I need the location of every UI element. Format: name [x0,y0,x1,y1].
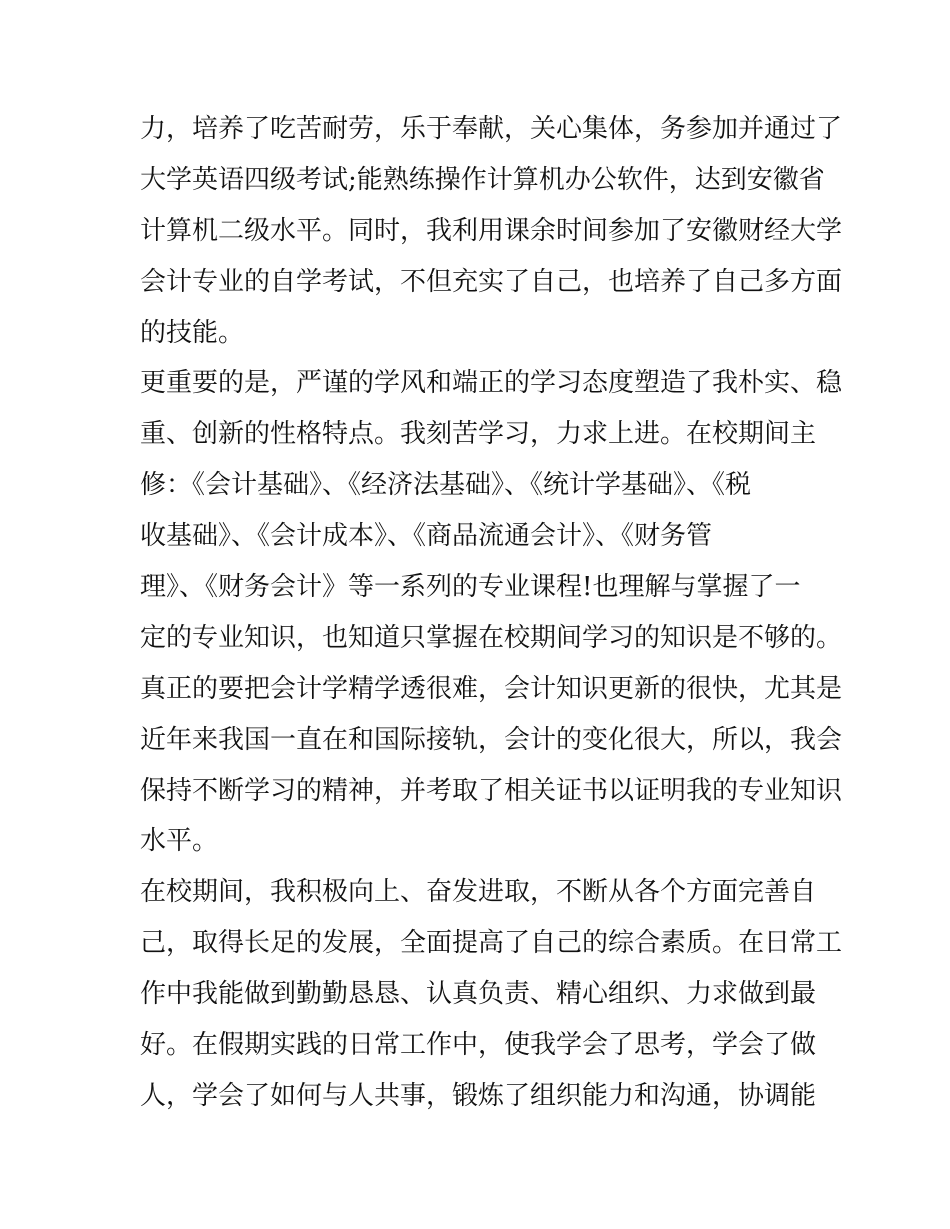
text-line-18: 作中我能做到勤勤恳恳、认真负责、精心组织、力求做到最 [140,979,817,1010]
text-line-10: 理》、《财务会计》等一系列的专业课程!也理解与掌握了一 [140,572,801,603]
text-line-2: 大学英语四级考试;能熟练操作计算机办公软件，达到安徽省 [140,164,825,195]
text-line-6: 更重要的是，严谨的学风和端正的学习态度塑造了我朴实、稳 [140,368,843,399]
text-line-14: 保持不断学习的精神，并考取了相关证书以证明我的专业知识 [140,775,843,806]
text-line-20: 人，学会了如何与人共事，锻炼了组织能力和沟通，协调能 [140,1080,817,1111]
text-line-1: 力，培养了吃苦耐劳，乐于奉献，关心集体，务参加并通过了 [140,114,843,144]
text-line-9: 收基础》、《会计成本》、《商品流通会计》、《财务管 [140,521,713,552]
text-line-12: 真正的要把会计学精学透很难，会计知识更新的很快，尤其是 [140,673,843,704]
text-line-16: 在校期间，我积极向上、奋发进取，不断从各个方面完善自 [140,877,817,908]
text-line-8: 修：《会计基础》、《经济法基础》、《统计学基础》、《税 [140,470,752,501]
text-line-5: 的技能。 [140,317,245,348]
text-line-19: 好。在假期实践的日常工作中，使我学会了思考，学会了做 [140,1030,817,1061]
text-line-13: 近年来我国一直在和国际接轨，会计的变化很大，所以，我会 [140,724,843,755]
text-line-7: 重、创新的性格特点。我刻苦学习，力求上进。在校期间主 [140,419,817,450]
text-line-11: 定的专业知识，也知道只掌握在校期间学习的知识是不够的。 [140,622,843,653]
text-line-17: 己，取得长足的发展，全面提高了自己的综合素质。在日常工 [140,928,843,959]
text-line-3: 计算机二级水平。同时，我利用课余时间参加了安徽财经大学 [140,215,843,246]
text-line-15: 水平。 [140,826,219,857]
body-text [140,104,843,1122]
text-line-4: 会计专业的自学考试，不但充实了自己，也培养了自己多方面 [140,266,843,297]
